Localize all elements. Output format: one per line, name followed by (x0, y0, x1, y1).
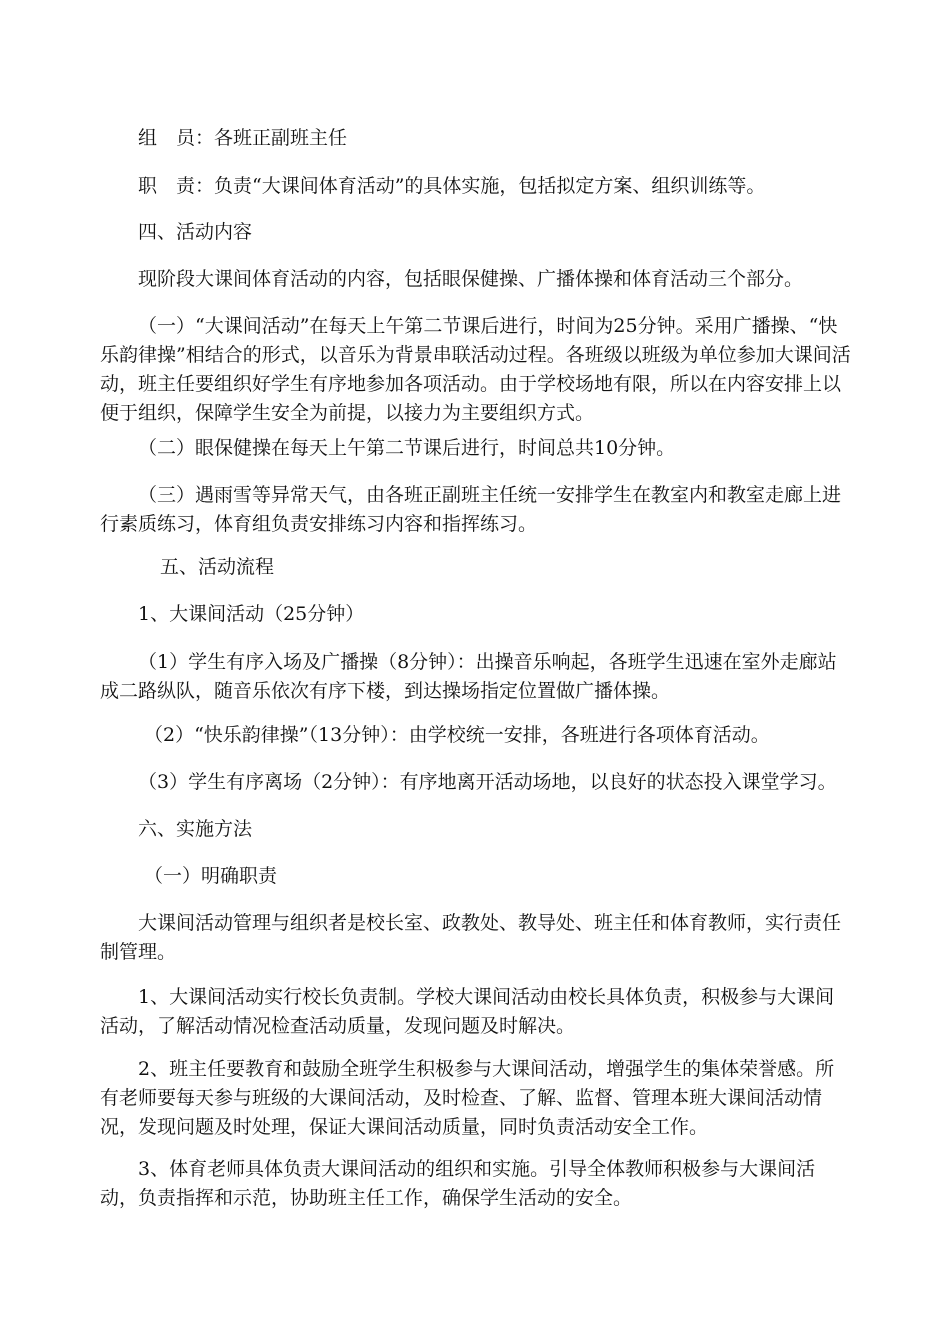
paragraph-content-intro: 现阶段大课间体育活动的内容，包括眼保健操、广播体操和体育活动三个部分。 (138, 268, 804, 290)
paragraph-duty-3: 3、体育老师具体负责大课间活动的组织和实施。引导全体教师积极参与大课间活动，负责指挥和示范，协助班主任工作，确保学生活动的安全。 (100, 1158, 816, 1209)
paragraph-flow-1: 1、大课间活动（25分钟） (138, 603, 365, 625)
paragraph-management: 大课间活动管理与组织者是校长室、政教处、教导处、班主任和体育教师，实行责任制管理。 (100, 912, 842, 963)
paragraph-flow-1-1: （1）学生有序入场及广播操（8分钟）：出操音乐响起，各班学生迅速在室外走廊站成二路纵队，随音乐依次有序下楼，到达操场指定位置做广播体操。 (100, 651, 837, 702)
heading-activity-content: 四、活动内容 (138, 221, 253, 243)
heading-clarify-duties: （一）明确职责 (144, 865, 278, 887)
paragraph-flow-1-2: （2）“快乐韵律操”（13分钟）：由学校统一安排，各班进行各项体育活动。 (144, 724, 770, 746)
paragraph-duty-2: 2、班主任要教育和鼓励全班学生积极参与大课间活动，增强学生的集体荣誉感。所有老师要每天参与班级的大课间活动，及时检查、了解、监督、管理本班大课间活动情况，发现问题及时处理，保证大课间活动质量，同时负责活动安全工作。 (100, 1058, 835, 1138)
paragraph-duties: 职 责：负责“大课间体育活动”的具体实施，包括拟定方案、组织训练等。 (138, 175, 766, 197)
paragraph-flow-1-3: （3）学生有序离场（2分钟）：有序地离开活动场地，以良好的状态投入课堂学习。 (138, 771, 837, 793)
paragraph-item-2: （二）眼保健操在每天上午第二节课后进行，时间总共10分钟。 (138, 437, 676, 459)
paragraph-item-3: （三）遇雨雪等异常天气，由各班正副班主任统一安排学生在教室内和教室走廊上进行素质练习，体育组负责安排练习内容和指挥练习。 (100, 484, 842, 535)
paragraph-duty-1: 1、大课间活动实行校长负责制。学校大课间活动由校长具体负责，积极参与大课间活动，了解活动情况检查活动质量，发现问题及时解决。 (100, 986, 835, 1037)
paragraph-item-1: （一）“大课间活动”在每天上午第二节课后进行，时间为25分钟。采用广播操、“快乐韵律操”相结合的形式，以音乐为背景串联活动过程。各班级以班级为单位参加大课间活动，班主任要组织好学生有序地参加各项活动。由于学校场地有限，所以在内容安排上以便于组织，保障学生安全为前提，以接力为主要组织方式。 (100, 315, 851, 424)
heading-activity-flow: 五、活动流程 (160, 556, 275, 578)
heading-implementation: 六、实施方法 (138, 818, 253, 840)
paragraph-members: 组 员：各班正副班主任 (138, 127, 348, 149)
